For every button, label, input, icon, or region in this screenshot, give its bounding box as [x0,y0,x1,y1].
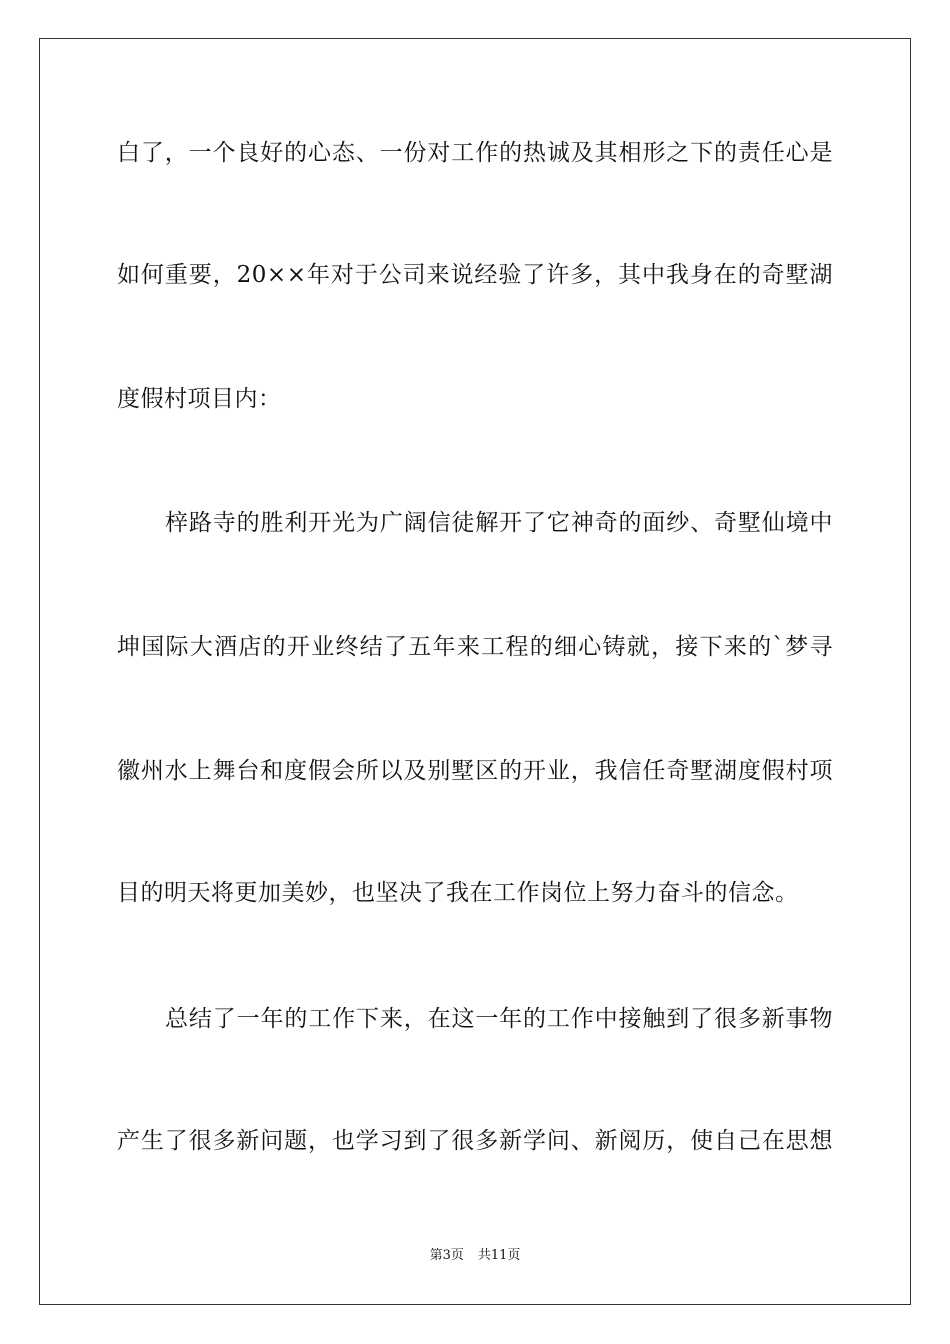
text-line: 坤国际大酒店的开业终结了五年来工程的细心铸就，接下来的`梦寻 [117,634,833,660]
page-number: 第3页 [429,1248,464,1263]
text-line: 徽州水上舞台和度假会所以及别墅区的开业，我信任奇墅湖度假村项 [117,758,833,784]
paragraph-start-line: 梓路寺的胜利开光为广阔信徒解开了它神奇的面纱、奇墅仙境中 [165,510,833,536]
page-frame [39,38,911,1305]
text-line: 如何重要，20××年对于公司来说经验了许多，其中我身在的奇墅湖 [117,262,833,288]
paragraph-start-line: 总结了一年的工作下来，在这一年的工作中接触到了很多新事物 [165,1006,833,1032]
page-footer [0,1244,950,1263]
text-line: 产生了很多新问题，也学习到了很多新学问、新阅历，使自己在思想 [117,1128,833,1154]
page-total: 共11页 [477,1248,521,1263]
text-line: 度假村项目内： [117,386,282,412]
text-line: 白了，一个良好的心态、一份对工作的热诚及其相形之下的责任心是 [117,140,833,166]
text-line: 目的明天将更加美妙，也坚决了我在工作岗位上努力奋斗的信念。 [117,880,799,906]
